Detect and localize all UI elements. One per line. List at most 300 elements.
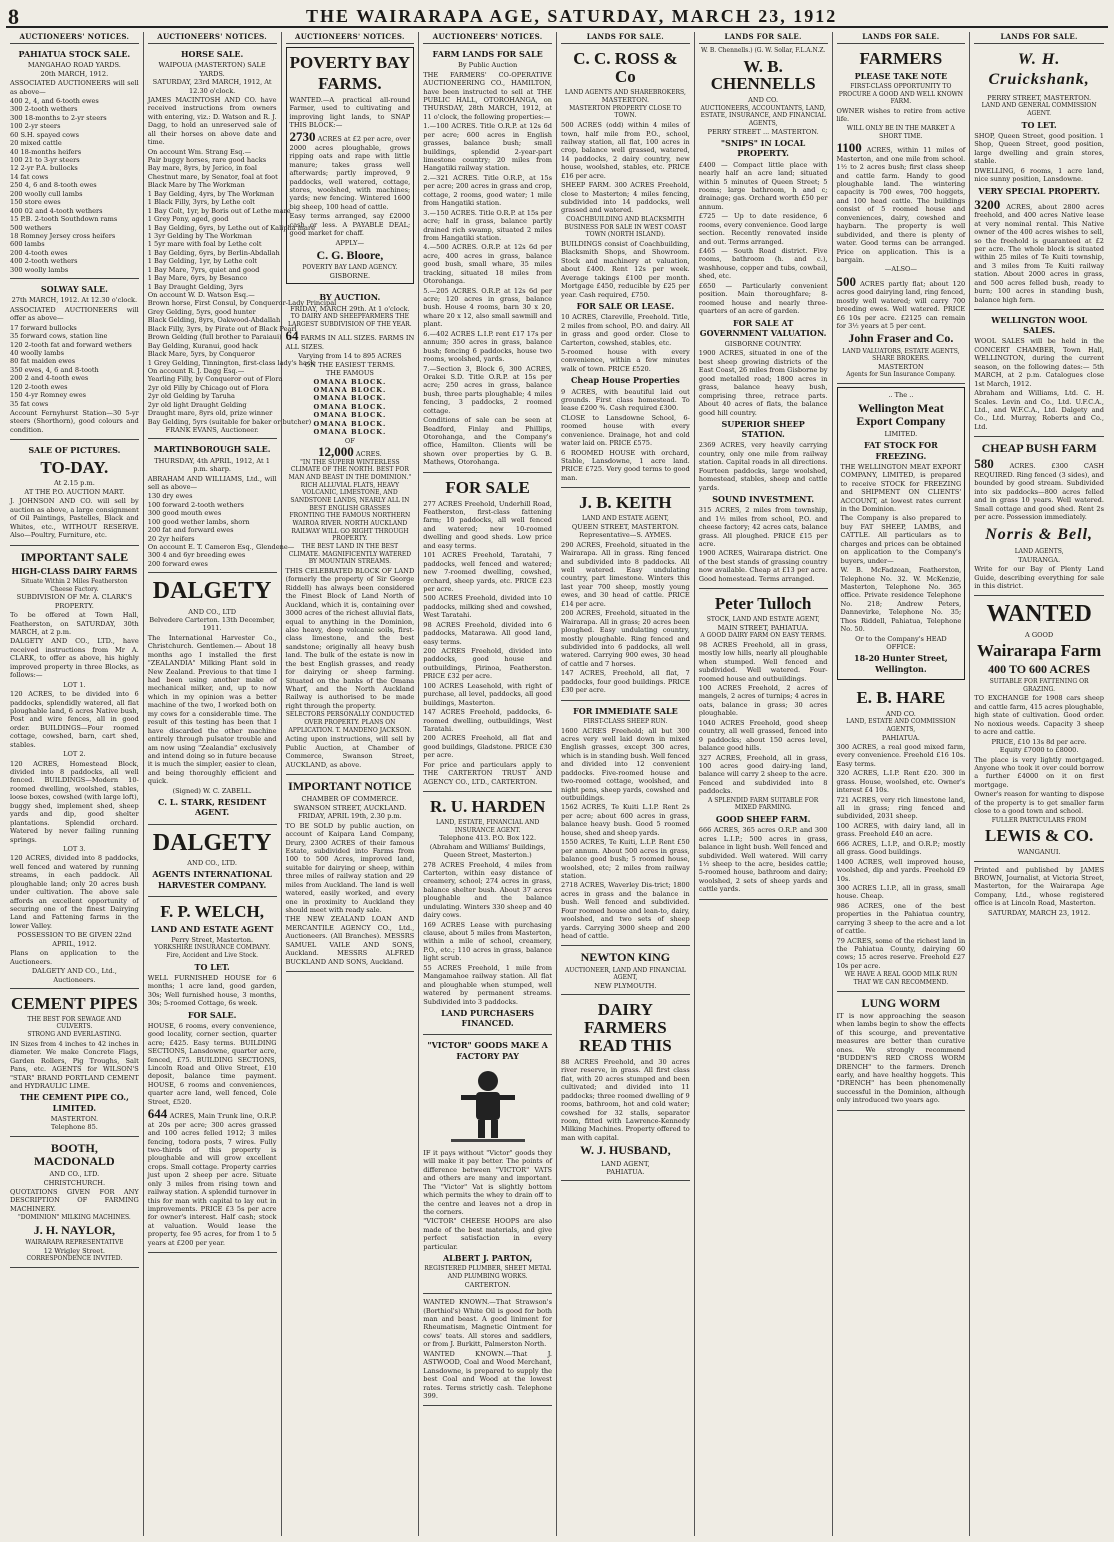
section-title: GOOD SHEEP FARM. [715,814,811,825]
property-listing: 7.—Section 3, Block 6, 300 ACRES, Orakei S.D. Title O.R.P. at 15s per acre; 250 acres in grass, balance bush, three parts ploughable; 4 miles fencing, 3 paddocks, 2 roomed cottage. [423,364,552,415]
property-listing: 169 ACRES Lease with purchasing clause, about 5 miles from Masterton, within a mile of school, creamery, P.O., etc.; 110 acres in grass, balance light scrub. [423,920,552,963]
ad-headline: J. B. KEITH [579,493,672,513]
ad-date: THURSDAY, 4th APRIL, 1912, At 1 p.m. sharp. [154,456,270,474]
ad-date: 27th MARCH, 1912. At 12.30 o'clock. [11,296,138,305]
column-header: AUCTIONEERS' NOTICES. [423,32,552,44]
cheap-bush-farm-ad [974,437,1104,596]
list-item: Yearling Filly, by Conqueror out of Flora [147,375,283,384]
ad-title: "VICTOR" GOODS MAKE A FACTORY PAY [427,1040,548,1061]
ad-subtitle: LIMITED. [884,429,918,438]
agent-role: LAND VALUATORS, ESTATE AGENTS, SHARE BROKERS. [842,347,960,363]
resident-agent: C. L. STARK, RESIDENT AGENT. [158,797,267,818]
property-listing: 4.—500 ACRES. O.R.P. at 12s 6d per acre, 400 acres in grass, balance good bush, small whare, 35 miles tracking, situated 18 miles from Otorohanga. [423,243,552,286]
ad-headline: FARMERS [859,48,943,68]
agent-name: John Fraser and Co. [848,331,954,346]
ad-subtitle: AUCTIONEER, LAND AND FINANCIAL AGENT, [564,966,686,982]
ad-town: PAHIATUA. [881,733,920,742]
newspaper-title: THE WAIRARAPA AGE, SATURDAY, MARCH 23, 1912 [306,6,838,26]
of-label: OF [344,436,355,445]
section-title: MASTERTON PROPERTY CLOSE TO TOWN. [569,104,682,120]
agent-address: 12 Wrigley Street. [43,1246,105,1255]
list-item: 250 4, 6 and 8-tooth ewes [10,181,97,190]
ad-headline: IMPORTANT SALE [20,549,129,564]
ad-subtitle: AND CO. [885,709,916,718]
section-body: 1900 ACRES, situated in one of the best sheep growing districts of the East Coast, 26 miles from Gisborne by good metalled road; 1800 acres in grass, balance heavy bush, comprising three, retrace parts. About 40 acres of flats, the balance good hill country. [698,349,828,417]
ad-subtitle: MANGAHAO ROAD YARDS. [27,61,121,70]
ad-role: AGENTS INTERNATIONAL HARVESTER COMPANY. [152,869,272,890]
ad-street: SWANSON STREET, AUCKLAND. [293,803,407,812]
listing [837,275,966,331]
head-office-address: 18-20 Hunter Street, Wellington. [854,653,948,674]
list-item: On account W. D. Watson Esq.— [147,291,255,299]
section-title: COACHBUILDING AND BLACKSMITH BUSINESS FOR SALE IN WEST COAST TOWN (NORTH ISLAND). [564,215,687,239]
ad-body: TO EXCHANGE for 1908 cars sheep and cattle farm, 415 acres ploughable, high state of cultivation. Good order. No noxious weeds. Capacity 3 sheep to acre and cattle. [974,694,1104,737]
letter-address: Belvedere Carterton. 13th December, 1911. [149,615,275,633]
property-listing: 79 ACRES, some of the richest land in the Pahiatua County, dairying 60 cows; 15 acres reserve. Freehold £27 10s per acre. [836,936,966,970]
ad-headline: C. C. ROSS & Co [573,48,678,86]
listing-body: ACRES, about 2800 acres freehold, and 400 acres Native lease at very nominal rental. This Native owner of the 400 acres wishes to sell, so the freehold is guaranteed at £2 per acre. The whole block is situated within 25 miles of Te Kuiti township, and 3 miles from Te Kuiti railway station. About 2000 acres in grass, and 500 acres felled bush, ready to burn; 100 acres in standing bush, balance high fern. [974,202,1104,304]
listing-body: ACRES. £300 CASH REQUIRED. Ring fenced (3 sides), and bounded by good stream. Subdivided into six paddocks—800 acres felled and in grass 10 years. Well watered. Small cottage and good shed. Rent 2s per acre. Possession immediately. [974,462,1104,522]
ad-body: WANTED KNOWN.—That Strawson's (Borthiol's) White Oil is good for both man and beast. A good liniment for Rheumatism, Magnetic Ointment for cows' teats. All stores and saddlers, or from J. Burkitt, Palmerston North. [423,1298,552,1349]
property-listing: 200 ACRES, Freehold, situated in the Wairarapa. All in grass; 20 acres been ploughed. Easy undulating country, mostly ploughable. Ring fenced and subdivided into 6 paddocks, all well watered. Carrying 900 ewes, 30 head of cattle and 7 horses. [561,609,690,668]
list-item: Black Mare, 5yrs, by Conqueror [147,350,255,359]
property-listing: 2.—321 ACRES. Title O.R.P., at 15s per acre; 200 acres in grass and crop, cottage, 2 rooms, good water; 1 mile from Hangatiki station. [423,173,552,208]
property-listing: £465 — South Road district. Five rooms, bathroom (h. and c.), washhouse, copper and tubs, cowbail, shed, etc. [698,247,828,281]
agent-town: WANGANUI. [1017,848,1061,857]
property-list [699,641,828,796]
ad-subtitle: LAND, ESTATE, FINANCIAL AND INSURANCE AGENT. [435,818,540,834]
fuller-particulars: FULLER PARTICULARS FROM [991,816,1087,824]
agent-town: CARTERTON. [464,1280,511,1289]
agent-name: W. J. HUSBAND, [580,1143,671,1158]
agent-name: Norris & Bell, [985,525,1094,543]
list-item: 35 fat cows [10,399,49,408]
ad-buyers-list: W. B. McFadzean, Featherston, Telephone No. 32. W. McKenzie, Masterton, Telephone No. 365 office. Private residence Telephone No. 218; Andrew Peters, Dannevirke, Telephone No. 35; Thos Riddell, Pahiatua, Telephone No. 50. [840,566,962,634]
property-list [423,122,552,415]
agent-town: PAHIATUA. [606,1167,645,1176]
dalgety-harvester-ad [148,825,277,897]
property-list [561,727,690,941]
total-acres [286,445,415,458]
page-columns [6,32,1108,1536]
ad-date: 20th MARCH, 1912. [40,69,109,78]
ad-title: SALE OF PICTURES. [28,445,121,456]
ad-address: QUEEN STREET, MASTERTON. [571,522,679,531]
ad-owner: OWNER wishes to retire from active life. [836,107,966,124]
column-header: AUCTIONEERS' NOTICES. [286,32,415,44]
list-item: 2yr old light Draught Gelding [147,400,247,409]
property-list [561,388,690,483]
river-claim: FRONTING THE FAMOUS NORTHERN WAIROA RIVER. NORTH AUCKLAND RAILWAY WILL GO RIGHT THROUGH PROPERTY. [289,512,411,543]
plans-note: Plans on application to the Auctioneers. [10,949,139,966]
section-title: SOUND INVESTMENT. [712,494,815,505]
ad-town: MASTERTON. [601,96,650,105]
ad-subtitle: TO DAIRY AND SHEEPFARMERS THE LARGEST SUBDIVISION OF THE YEAR. [288,313,412,328]
list-item: 200 forward ewes [147,559,208,568]
agent-town: MASTERTON [878,362,924,371]
ad-size: 400 TO 600 ACRES [988,661,1091,676]
ad-terms: Easy terms arranged, say £2000 cash or less. A PAYABLE DEAL; good market for chaff. [289,212,411,238]
ad-intro: WANTED.—A practical all-round Farmer, used to cultivating and improving light lands, to SNAP THIS BLOCK:— [289,95,411,129]
property-listing: 500 ACRES (odd) within 4 miles of town, half mile from P.O., school, railway station, all flat, 100 acres in crop, balance well grassed, watered, 14 paddocks, 2 dairy country, new house, woolshed, stables, etc. PRICE £16 per acre. [561,121,690,180]
ad-title: WELLINGTON WOOL SALES. [991,315,1088,336]
ad-subtitle: LAND AND ESTATE AGENT [150,923,274,934]
ad-headline: CHEAP BUSH FARM [981,441,1097,456]
best-land-claim: THE BEST LAND IN THE BEST CLIMATE. MAGNIFICENTLY WATERED BY MOUNTAIN STREAMS. [288,542,412,566]
lot-body: 120 ACRES, divided into 8 paddocks, well fenced and watered by running streams, in each paddock. All ploughable land; only 20 acres bush under cultivation. The above sale affords an excellent opportunity of securing one of the finest Dairying Land and Fattening farms in the lower Valley. [10,854,139,930]
property-listing: 100 ACRES, with dairy land, all in grass. Freehold £40 an acre. [836,821,966,839]
poverty-bay-ad [286,47,415,284]
ad-partners: W. B. Chennells.) (G. W. Sollar, F.L.A.N.Z. [700,46,826,54]
list-item: Pair buggy horses, rare good hacks [147,156,267,164]
omana-block-repeat [286,378,415,437]
property-listing: 1900 ACRES, Wairarapa district. One of the best stands of grassing country now available. Cheap at £13 per acre. Good homestead. Terms arranged. [698,549,828,583]
agent-note: CORRESPONDENCE INVITED. [26,1255,123,1263]
list-item: 1 Bay Gelding, 6yrs, by Berlin-Abdallah [147,248,280,257]
ad-reason: Owner's reason for wanting to dispose of the property is to get smaller farm close to a good town and school. [974,790,1104,816]
property-listing: 320 ACRES, L.I.P. Rent £20. 300 in grass. House, woolshed, etc. Owner's interest £4 10s. [836,769,966,795]
imprint-date: SATURDAY, MARCH 23, 1912. [988,908,1091,917]
column-header: LANDS FOR SALE. [561,32,690,44]
list-item: Bay Gelding, 5yrs (suitable for baker or butcher) [147,417,312,426]
ad-headline: W. H. Cruickshank, [988,50,1090,89]
list-item: 300 4 and 6yr breeding ewes [147,551,246,560]
imprint [974,862,1104,922]
property-listing: 147 ACRES, Freehold, all flat, 7 paddocks, four good buildings. PRICE £30 per acre. [561,669,690,695]
ad-mortgage: The place is very lightly mortgaged. Anyone who took it over could borrow a further £4000 on it on first mortgage. [974,755,1104,789]
lot-body: 120 ACRES, to be divided into 6 paddocks, splendidly watered, all flat ploughable land, 6 acres Native bush, Post and wire fences, all in good order. BUILDINGS—Four roomed cottage, cowshed, barn, cart shed, stables. [10,690,139,749]
section-title: A GOOD DAIRY FARM ON EASY TERMS. [700,632,826,640]
ad-venue: To be offered at Town Hall, Featherston, on SATURDAY, 30th MARCH, at 2 p.m. [10,611,139,637]
list-item: 1 Grey Gelding, Tinnington, first-class lady's hack [147,358,315,367]
column-7 [833,32,971,1536]
masthead [6,4,1108,28]
dalgety-zealandia-ad [148,573,277,824]
also-label: —ALSO— [884,265,917,274]
selectors-body: Acting upon instructions, will sell by Public Auction, at Chamber of Commerce, Swanson Street, AUCKLAND, as above. [285,735,415,769]
factory-worker-illustration [443,1065,533,1145]
section-body: DWELLING, 6 rooms, 1 acre land, nice sunny position, Lansdowne. [974,166,1104,184]
list-item: 20 2yr heifers [147,534,195,543]
section-body: BUILDINGS consist of Coachbuilding, Blacksmith Shops, and Showroom. Stock and machinery at valuation, about £400. Rent 12s per week. Average takings £100 per month. Mortgage £450, reducible by £25 per year. Cash required, £750. [561,239,690,299]
ad-subtitle: Situate Within 2 Miles Featherston Cheese Factory. [21,577,128,593]
agency-town: GISBORNE. [329,271,371,280]
ad-headline: E. B. HARE [856,687,946,707]
listing-body: ACRES partly flat; about 120 acres good dairying land, ring fenced, mostly well watered; will carry 700 breeding ewes. Well watered. PRICE £6 10s per acre. £2125 can remain for 3½ years at 5 per cent. [836,279,966,331]
property-listing: £725 — Up to date residence, 6 rooms, every convenience. Good large section. Recently renovated inside and out. Terms arranged. [698,212,828,246]
list-item: 1 Bay Gelding, 1yr, by Lethe colt [147,257,258,266]
head-office-label: Or to the Company's HEAD OFFICE: [855,634,947,651]
ad-title: FARM LANDS FOR SALE [432,48,543,59]
property-listing: 986 ACRES, one of the best properties in the Pahiatua country, carrying 3 sheep to the acre and a lot of cattle. [836,901,966,936]
stock-list [10,324,139,408]
ad-address: MAIN STREET, PAHIATUA. [717,623,809,632]
property-listing: 5.—205 ACRES. O.R.P. at 12s 6d per acre; 120 acres in grass, balance bush. House 4 rooms, barn 30 x 20, whare 20 x 12, also small sawmill and plant. [423,286,552,329]
list-item: 1 Bay Mare, 6yrs, by Besanco [147,274,248,283]
column-header: LANDS FOR SALE. [699,32,828,44]
dairy-farms-sale-ad [10,546,139,989]
ad-hoops: "VICTOR" CHEESE HOOPS are also made of the best materials, and give perfect satisfaction in every particular. [423,1217,552,1251]
agent-body: Write for our Bay of Plenty Land Guide, describing everything for sale in this district. [974,565,1104,590]
list-item: 1 Bay Draught Gelding, 3yrs [147,282,244,291]
ad-date: FRIDAY, APRIL 19th, 2.30 p.m. [297,812,402,821]
property-listing: 101 ACRES Freehold, Taratahi, 7 paddocks, well fenced and watered; new 7-roomed dwelling, cowshed, orchard, sheep yards, etc. PRICE £23 per acre. [423,551,552,593]
list-item: 1 5yr mare with foal by Lethe colt [147,240,262,249]
column-header: LANDS FOR SALE. [974,32,1104,44]
ad-title: FOR IMMEDIATE SALE [573,705,678,716]
listing-body: ACRES at £2 per acre, over 2000 acres ploughable, grows ripping oats and rape with little manure; takes grass well afterwards; partly improved, 9 paddocks, well watered, cottage, stores, woolshed, with machines; yards; new fencing. Wintered 1600 big sheep, 100 head of cattle. [289,135,411,211]
ad-headline: DAIRY FARMERS READ THIS [579,1000,672,1056]
column-header: LANDS FOR SALE. [837,32,966,44]
ad-buyer: The Company is also prepared to buy FAT SHEEP, LAMBS, and CATTLE. All particulars as to charges and prices can be obtained on application to the Company's buyers, under— [840,514,962,565]
ad-insurance: YORKSHIRE INSURANCE COMPANY. Fire, Accident and Live Stock. [154,944,271,959]
listing-body: ACRES, Main Trunk line, O.R.P. at 20s per acre; 300 acres grassed and 100 acres felled 1912; 3 miles fencing, todora posts, 7 wires. Fully two-thirds of this property is ploughable and will grow excellent crops. Small cottage. Property carries just upon 2 sheep per acre. Situate only 3 miles from rising town and railway station. A splendid turnover in this for man with capital to lay out in improvements. PRICE £3 5s per acre for owner's interest. Half cash; stock at valuation. Would lease the property, fee 95 acres, for from 1 to 5 years at £200 per year. [147,1112,277,1247]
ad-contact: For price and particulars apply to THE CARTERTON TRUST AND AGENCY CO., LTD., CARTERTON. [423,760,552,786]
property-list [699,161,828,316]
company-town: MASTERTON. [50,1114,99,1123]
ad-headline: CEMENT PIPES [11,993,138,1013]
tulloch-ad [699,589,828,900]
list-item: 300 woolly lambs [10,265,69,274]
column-header: AUCTIONEERS' NOTICES. [10,32,139,44]
farm-count: 64 [285,328,299,344]
listing [974,198,1104,304]
agent-role: LAND AGENT, [601,1159,650,1168]
property-listing: 3.—150 ACRES. Title O.R.P. at 15s per acre; half in grass, balance partly drained rich swamp, situated 2 miles from Hangatiki station. [423,208,552,242]
ad-subtitle: AND CO., LTD [188,607,237,616]
list-item: 60 S.H. spayed cows [10,130,79,139]
listing [974,457,1104,521]
ad-body: QUOTATIONS GIVEN FOR ANY DESCRIPTION OF FARMING MACHINERY. [10,1188,139,1213]
list-item: Black Mare by The Workman [147,181,245,190]
section-title: FAT STOCK FOR FREEZING. [863,440,938,461]
column-6 [695,32,833,1536]
property-listing: 278 ACRES Freehold, 4 miles from Carterton, within easy distance of creamery, school; 274 acres in grass, balance shelter bush. About 37 acres ploughable and the balance undulating. Winters 330 sheep and 40 dairy cows. [423,860,552,920]
property-listing: 290 ACRES, Freehold, situated in the Wairarapa. All in grass. Ring fenced and subdivided into 8 paddocks. All well watered. Easy undulating country, part limestone. Winters this last year 700 sheep, mostly young ewes, and 30 head of cattle. PRICE £14 per acre. [561,540,690,608]
ad-place: WAIPOUA (MASTERTON) SALE YARDS. [158,61,266,78]
omana-block-line: OMANA BLOCK. [313,377,387,386]
list-item: 40 woolly lambs [10,348,65,357]
property-listing: 277 ACRES Freehold, Underhill Road, Featherston, first-class fattening farm; 10 paddocks, all well fenced and watered; new 10-roomed dwelling and good sheds. Low price and easy terms. [423,499,552,550]
column-4 [419,32,557,1536]
ad-subtitle: AND CO. [748,96,779,105]
stock-list [147,492,295,568]
size-range: Varying from 14 to 895 ACRES [298,352,402,361]
listing-body: FARMS IN ALL SIZES. FARMS IN ALL SIZES. [285,334,415,351]
section-title: SUPERIOR SHEEP STATION. [721,418,805,440]
column-5 [557,32,695,1536]
welch-ad [148,897,277,1253]
imprint-text: Printed and published by JAMES BROWN, Journalist, at Victoria Street, Masterton, for the Wairarapa Age Company, Ltd., whose registered office is at Lincoln Road, Masterton. [974,865,1104,908]
property-listing: 200 ACRES Freehold, all flat and good buildings, Gladstone. PRICE £30 per acre. [423,734,552,760]
list-item: 150 store ewes [10,198,61,207]
land-claim: RICH ALLUVIAL FLATS, HEAVY VOLCANIC, LIMESTONE, AND SANDSTONE LANDS, NEARLY ALL IN BEST ENGLISH GRASSES [290,481,410,512]
list-item: 1 Bay Mare, 7yrs, quiet and good [147,265,260,274]
ad-role: LAND AND GENERAL COMMISSION AGENT. [981,102,1097,117]
property-listing: 1550 ACRES, Te Kuiti, L.I.P. Rent £50 per annum. About 500 acres in grass, balance good bush; 5 roomed house, woolshed, etc; 2 miles from railway station. [561,838,690,880]
ad-date: SATURDAY, 23rd MARCH, 1912, At 12.30 o'clock. [152,78,272,95]
list-item: Grey Gelding, 5yrs, good hunter [147,307,256,316]
property-listing: 5-roomed house with every convenience, within a few minutes walk of town. PRICE £520. [561,347,690,373]
agent-name: J. H. NAYLOR, [33,1223,115,1238]
ad-subtitle: THE BEST FOR SEWAGE AND CULVERTS. [27,1015,122,1031]
list-item: Bay Gelding, Kuranui, good hack [147,341,258,350]
ad-suitable: SUITABLE FOR FATTENING OR GRAZING. [989,678,1089,693]
ad-representative: Representative—S. AYMES. [579,531,672,540]
wanted-known-ad [423,1294,552,1406]
chennells-ad [699,44,828,589]
harden-ad [423,792,552,1035]
keith-ad [561,488,690,700]
list-item: 400 2, 4, and 6-tooth ewes [10,96,99,105]
list-item: 120 2-tooth fat and forward wethers [10,340,132,349]
letter-body: The International Harvester Co., Christchurch. Gentlemen.— About 18 months ago I installed the first "ZEALANDIA" Milking Plant sold in New Zealand. Previous to that time I had been using another make of mechanical milker, and, up to now which in my opinion was a better machine of the two, I worked both on my cows for a considerable time. The result of this testing has been that I have discarded the other machine entirely through pulsator trouble and am now using "Zealandia" exclusively and intend doing so in future because it is much the simpler, easier to clean, and being thoroughly efficient and quick. [147,633,277,786]
ad-subtitle: AND CO., LTD. [49,1170,100,1179]
property-list [561,121,690,215]
ad-body: IN Sizes from 4 inches to 42 inches in diameter. We make Concrete Flags, Garden Rollers, Pig Troughs, Salt Pans, etc. AGENTS for WILSON'S "STAR" BRAND PORTLAND CEMENT and HYDRAULIC LIME. [10,1039,139,1090]
ad-place: AT THE P.O. AUCTION MART. [24,487,125,496]
listing [290,130,411,211]
section-body: 666 ACRES, 365 acres O.R.P. and 300 acres L.I.P.; 500 acres in grass, balance in light bush. Well fenced and subdivided. Well watered. Will carry 1½ sheep to the acre, besides cattle; 5-roomed house, bathroom and dairy; woolshed, 2 sets of sheep yards and cattle yards. [698,826,828,894]
list-item: 35 forward cows, station line [10,332,108,341]
wellington-meat-export-ad [837,387,966,680]
newton-king-ad [561,946,690,995]
lung-worm-ad [837,992,966,1111]
ad-body: 88 ACRES Freehold, and 30 acres river reserve, in grass. All first class flat, with 20 acres stumped and been cultivated; and divided into 11 paddocks; three roomed dwelling of 9 rooms, bathroom, hot and cold water; cowshed for 32 stalls, separator room, fitted with Lawrence-Kennedy Milking Machines. Property offered to man with capital. [561,1057,690,1142]
property-list [837,743,966,970]
listing [148,1107,277,1247]
section-title: FOR SALE OR LEASE. [576,300,675,311]
martinborough-sale-ad [147,439,295,573]
property-listing: 100 ACRES Freehold, 2 acres of mangels, 2 acres of turnips; 4 acres in oats, balance in grass; 30 acres ploughable. [698,684,828,718]
section-title: FOR SALE. [187,1009,237,1020]
ad-venue: CHAMBER OF COMMERCE. [301,795,399,804]
ad-body: THE WELLINGTON MEAT EXPORT COMPANY, LIMITED, is prepared to receive STOCK for FREEZING and SHIPMENT ON CLIENTS' ACCOUNT, at lowest rates current in the Dominion. [840,462,962,513]
ad-price: PRICE, £10 13s 8d per acre. [991,737,1087,746]
section-title: "SNIPS" IN LOCAL PROPERTY. [720,138,806,159]
ad-headline-2: Wairarapa Farm [977,641,1102,661]
ad-headline: FARMS. [318,73,382,93]
section-title: A SPLENDID FARM SUITABLE FOR MIXED FARMING. [707,796,819,812]
list-item: 1 Bay Gelding, 6yrs, by Lethe out of Kalipha mare [147,223,316,232]
column-1 [6,32,144,1536]
property-listing: 98 ACRES Freehold, divided into 6 paddocks, Matarawa. All good land, easy terms. [423,620,552,646]
section-body: 2369 ACRES, very heavily carrying country, only one mile from railway station. Capital roads in all directions. Fourteen paddocks, large woolshed, homestead, stables, sheep and cattle yards. [698,441,828,492]
list-item: 18 Romney Jersey cross heifers [10,231,116,240]
famous-label: THE FAMOUS [325,369,374,378]
ad-conditions: Conditions of sale can be seen at Beadford, Finlay and Phillips, Otorohanga, and the Company's office, Hamilton. Clients will be shown over properties by G. B. Mathews, Otorohanga. [423,416,552,467]
ross-ad [561,44,690,488]
ad-headline: Wellington Meat Export Company [856,400,946,428]
property-listing: CLOSE to Lansdowne School, 6-roomed house with every convenience. Drainage, hot and cold water laid on. PRICE £575. [561,413,690,448]
ad-telephone: Telephone 413. P.O. Box 122. [439,834,537,843]
lot-title: LOT 2. [63,750,86,759]
list-item: 200 woolly cull lambs [10,189,83,198]
ad-subtitle: A GOOD [1025,630,1054,639]
acreage: 2730 [289,129,316,145]
acreage: 580 [974,456,994,472]
property-listing: 666 ACRES, L.I.P., and O.R.P.; mostly all grass. Good buildings. [836,839,966,857]
ad-headline: WANTED [986,601,1092,628]
agent-name: ALBERT J. PARTON, [442,1253,533,1264]
lot-title: LOT 1. [63,680,86,689]
list-item: 2yr old Filly by Chicago out of Flora [147,383,269,392]
omana-block-line: OMANA BLOCK. [313,428,387,437]
list-item: 130 dry ewes [147,492,193,501]
list-item: Chestnut mare, by Senator, foal at foot [147,172,278,181]
section-body: WELL FURNISHED HOUSE for 6 months; 1 acre land, good garden, 30s; Well furnished house, 3 months, 30s; 5-roomed Cottage, 6s week. [147,973,277,1008]
ad-body: IF it pays without "Victor" goods they will make it pay better. The points of difference between "VICTOR" VATS and others are many and important. The "Victor" Vat is slightly bottom which permits the whey to drain off to the centre and leaves not a drop in the corners. [423,1148,552,1216]
ad-headline: W. B. CHENNELLS [710,56,816,94]
company-telephone: Telephone 85. [50,1123,98,1132]
property-listing: 10 ACRES, Clareville, Freehold. Title, 2 miles from school, P.O. and dairy. All in grass and good order. Close to Carterton, cowshed, stables, etc. [561,313,690,347]
property-listing: SHEEP FARM. 300 ACRES Freehold, close to Masterton; 4 miles fencing, subdivided into 14 paddocks, well grassed and watered. [561,181,690,215]
omana-block-line: OMANA BLOCK. [313,419,387,428]
property-listing: 55 ACRES Freehold, 1 mile from Mangamahoe railway station. All flat and ploughable when stumped, well watered by permanent streams. Subdivided into 3 paddocks. [423,963,552,1006]
ad-headline: F. P. WELCH, [160,901,265,921]
acreage: 3200 [974,196,1001,212]
list-item: 100 good wether lambs, shorn [147,517,250,526]
property-listing: 300 ACRES, a real good mixed farm, every convenience. Freehold £16 10s. Easy terms. [836,742,966,768]
ad-intro: ASSOCIATED AUCTIONEERS will offer as above— [10,305,139,323]
ad-title: SOLWAY SALE. [40,284,108,295]
ad-headline: Peter Tulloch [714,594,812,614]
property-listing: 500 ACRES Freehold, divided into 10 paddocks, milking shed and cowshed, West Taratahi. [423,594,552,620]
booth-macdonald-ad [10,1137,139,1268]
list-item: On account Wm. Strang Esq.— [147,147,252,156]
ad-agents: THE NEW ZEALAND LOAN AND MERCANTILE AGENCY CO., Ltd., Auctioneers. (All Branches). MESSRS SAMUEL VAILE AND SONS, Auckland. MESSRS ALFRED BUCKLAND AND SONS, Auckland. [285,915,415,966]
omana-block-line: OMANA BLOCK. [313,402,387,411]
ad-address: PERRY STREET, MASTERTON. [987,93,1092,102]
property-listing: 6.—402 ACRES L.I.P. rent £17 17s per annum; 350 acres in grass, balance bush; fencing 6 paddocks, house two rooms, woolshed, yards. [423,329,552,364]
ad-signature: DALGETY AND CO., Ltd., Auctioneers. [31,967,117,984]
ad-subtitle: LAND AND ESTATE AGENT, [581,515,669,523]
list-item: On account E. T. Cameron Esq., Glendene— [147,543,295,552]
ad-intro: ABRAHAM AND WILLIAMS, Ltd., will sell as above— [147,474,277,491]
list-item: 500 wethers [10,223,52,232]
block-description: THIS CELEBRATED BLOCK OF LAND (formerly the property of Sir George Riddell) has always been considered the Finest Block of Land North of Auckland, which it is, containing over 3000 acres of the richest alluvial flats, equal to anything in the Dominion, also heavy, deep volcanic soils, first-class limestone, and the best sandstone; originally all heavy bush land. The bulk of the estate is now in the best English grasses, and ready for dairying or sheep farming. Situated on the banks of the Omana Wharf, and the North Auckland Railway is authorised to be made right through the property. [285,566,415,710]
property-list [699,506,828,583]
ad-body: WOOL SALES will be held in the CONCERT CHAMBER, Town Hall, WELLINGTON, during the current season, on the following dates:— 5th MARCH, at 2 p.m. Catalogues close 1st March, 1912. [974,337,1104,388]
pahiatua-stock-sale-ad [10,44,139,279]
ad-headline: DALGETY [152,578,272,605]
cruickshank-ad [974,44,1104,310]
listing-body: ACRES, within 11 miles of Masterton, and one mile from school. 1½ to 2 acres bush; first class sheep and cattle farm. Handy to good ploughable land. The wintering capacity is 700 ewes, 700 hoggets, and 100 head cattle. The buildings consist of 5 roomed house and conveniences, dairy, cowshed and haybarn. The property is well subdivided, and there is plenty of water. Good terms can be arranged. Price on application. This is a bargain. [836,146,966,264]
list-item: 1 Grey Pony, aged, good [147,215,229,224]
apply-label: APPLY— [335,238,365,247]
section-title: FOR SALE AT GOVERNMENT VALUATION. [699,317,827,338]
ad-role: STOCK, LAND AND ESTATE AGENT, [706,616,820,624]
wool-sales-ad [974,310,1104,437]
list-item: On account R. J. Dagg Esq.— [147,366,245,375]
list-item: 20 mixed cattle [10,139,62,148]
list-item: 400 02 and 4-tooth wethers [10,206,103,215]
list-item: 15 P.B. 2-tooth Southdown rams [10,215,118,224]
ad-urgency: WILL ONLY BE IN THE MARKET A SHORT TIME. [846,124,955,140]
agent-town: TAURANGA. [1018,555,1061,564]
list-item: 1 Bay Gelding, 4yrs, by The Workman [147,189,275,198]
lot-title: LOT 3. [63,844,86,853]
list-item: 300 18-months to 2-yr steers [10,113,107,122]
ad-body: DALGETY AND CO., LTD., have received instructions from Mr A. CLARK, to offer as above, his highly improved property in three Blocks, as follows:— [10,637,139,680]
list-item: 12 2-yr P.A. bullocks [10,164,78,173]
ad-role: LAND, ESTATE AND COMMISSION AGENTS, [846,718,956,733]
property-listing: 2718 ACRES, Waverley Dis-trict; 1800 acres in grass and the balance in bush. Well fenced and subdivided. Four roomed house and lean-to, dairy, woolshed, and two sets of sheep yards. Carrying 3000 sheep and 200 head of cattle. [561,881,690,940]
agent-name: LEWIS & CO. [985,826,1094,846]
column-header: AUCTIONEERS' NOTICES. [148,32,277,44]
acreage: 644 [147,1106,168,1122]
property-listing: 9 ACRES, with beautiful laid out grounds. First class homestead. To lease £200 %. Cash required £300. [561,387,690,413]
